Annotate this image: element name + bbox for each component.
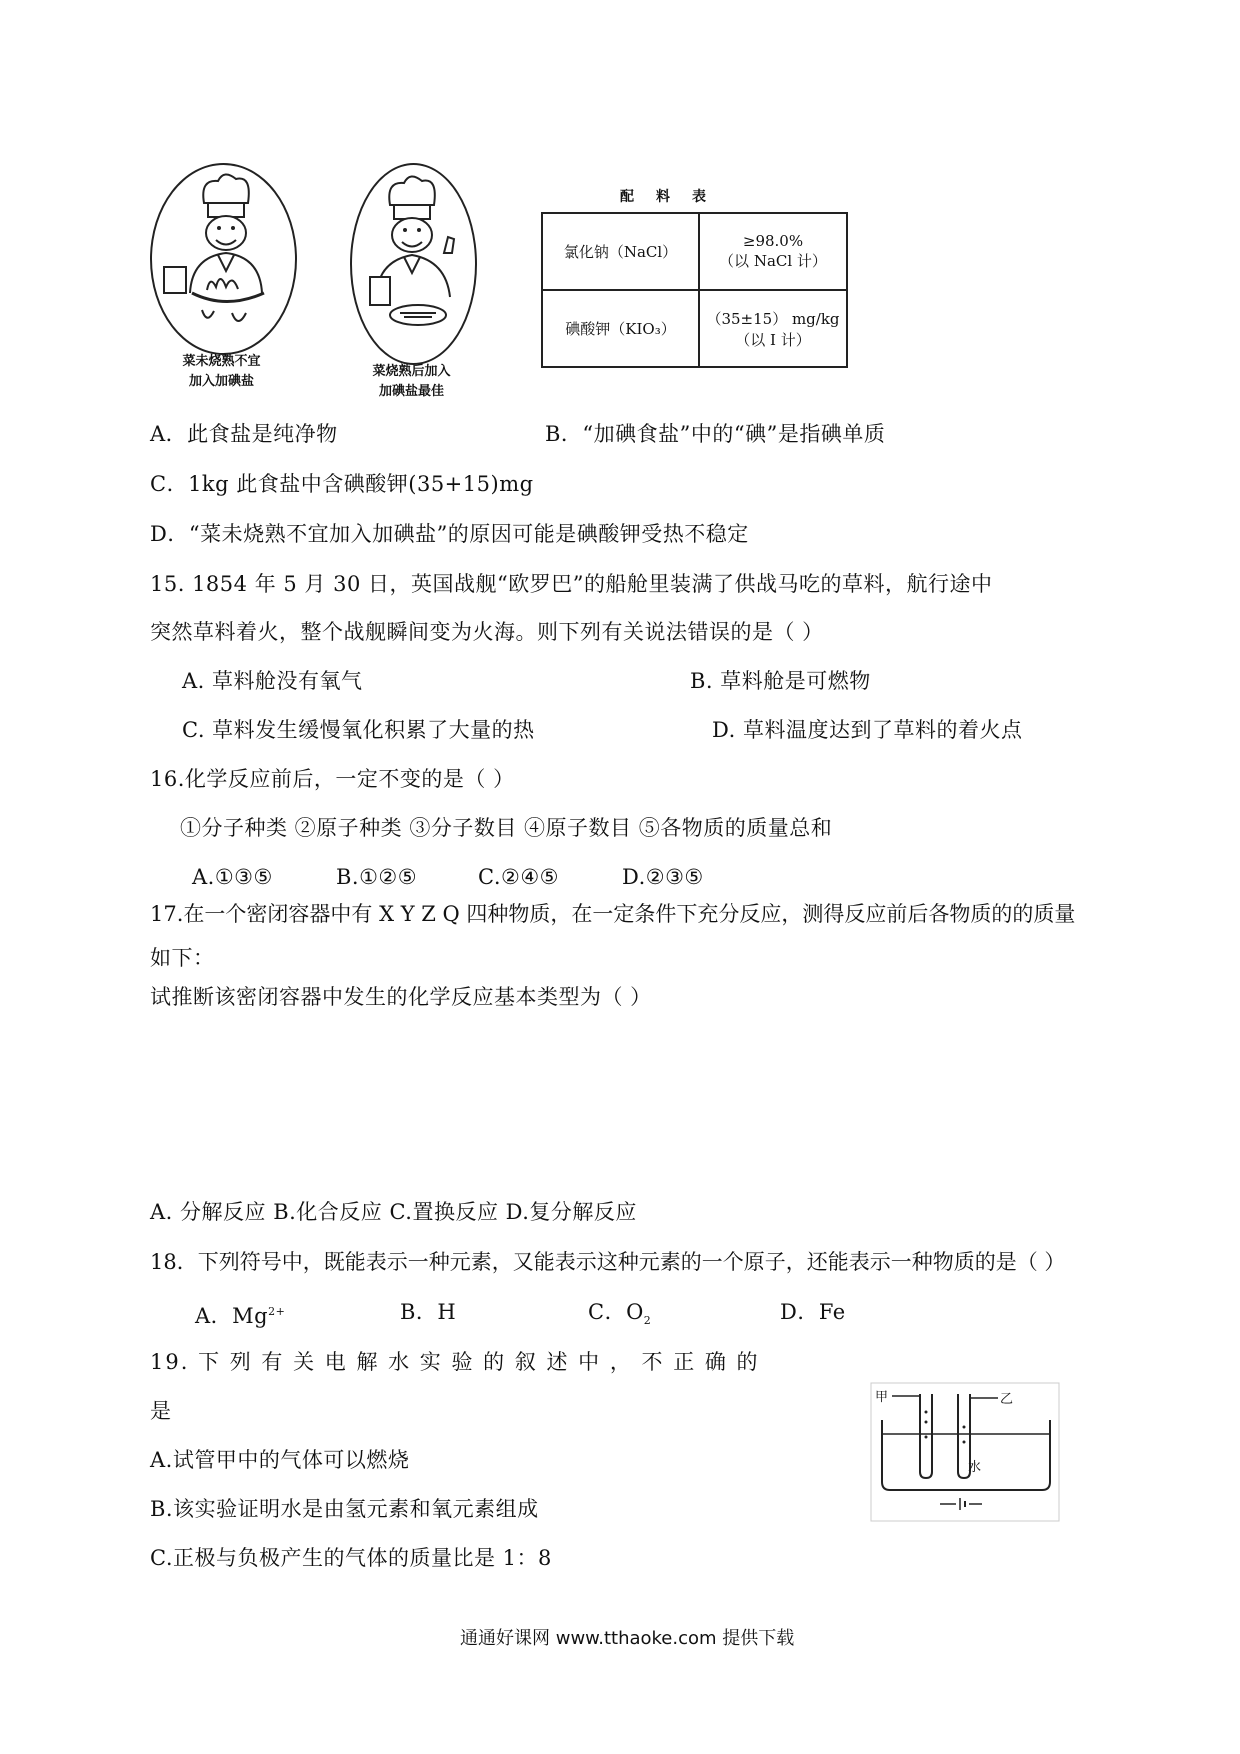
q19-option-a: A.试管甲中的气体可以燃烧 [150,1448,410,1472]
q15-option-b: B. 草料舱是可燃物 [690,669,871,693]
table-cell-name: 碘酸钾（KIO₃） [542,290,699,367]
q17-options: A. 分解反应 B.化合反应 C.置换反应 D.复分解反应 [150,1200,637,1224]
q19-stem-cont: 是 [150,1399,172,1423]
q15-stem-line1: 15. 1854 年 5 月 30 日，英国战舰“欧罗巴”的船舱里装满了供战马吃的草料，航行途中 [150,572,993,596]
q18-stem: 18．下列符号中，既能表示一种元素，又能表示这种元素的一个原子，还能表示一种物质的是（ ） [150,1250,1066,1274]
q16-option-b: B.①②⑤ [336,865,418,889]
chef-oval-right [350,163,477,365]
q17-stem-line1: 17.在一个密闭容器中有 X Y Z Q 四种物质，在一定条件下充分反应，测得反应前后各物质的的质量 [150,902,1076,926]
electrolysis-diagram [870,1382,1060,1522]
footer-text: 通通好课网 www.tthaoke.com 提供下载 [460,1628,795,1649]
q17-stem-line3: 试推断该密闭容器中发生的化学反应基本类型为（ ） [150,985,652,1009]
ingredient-table-title: 配料表 [620,189,728,205]
caption-line: 加碘盐最佳 [378,384,444,399]
table-cell-name: 氯化钠（NaCl） [542,213,699,290]
caption-line: 菜未烧熟不宜 [182,354,261,369]
q17-stem-line2: 如下： [150,946,215,970]
subscript: 2 [643,1314,652,1328]
value-line: （35±15） mg/kg [706,309,840,328]
table-row [542,290,847,367]
q19-stem: 19. 下 列 有 关 电 解 水 实 验 的 叙 述 中 ， 不 正 确 的 [150,1350,760,1374]
q14-option-c: C．1kg 此食盐中含碘酸钾(35+15)mg [150,472,534,496]
q15-option-d: D. 草料温度达到了草料的着火点 [712,718,1023,742]
q18-option-c-text: C．O [588,1300,644,1324]
q14-option-d: D．“菜未烧熟不宜加入加碘盐”的原因可能是碘酸钾受热不稳定 [150,522,749,546]
q15-option-c: C. 草料发生缓慢氧化积累了大量的热 [182,718,535,742]
q16-stem: 16.化学反应前后，一定不变的是（ ） [150,767,515,791]
q16-option-a: A.①③⑤ [192,865,273,889]
q19-option-b: B.该实验证明水是由氢元素和氧元素组成 [150,1497,539,1521]
tube-label-yi: 乙 [1000,1392,1014,1407]
electrolysis-figure [870,1382,1060,1522]
water-label: 水 [968,1460,982,1475]
chef-caption-right [350,362,473,402]
value-line: ≥98.0% [742,232,804,250]
q15-option-a: A. 草料舱没有氧气 [182,669,363,693]
q18-option-b: B．H [400,1300,457,1324]
q14-option-b: B．“加碘食盐”中的“碘”是指碘单质 [545,422,886,446]
q18-option-a [195,1298,285,1330]
chef-illustration-right [352,165,475,363]
caption-line: 菜烧熟后加入 [372,364,451,379]
q16-items: ①分子种类 ②原子种类 ③分子数目 ④原子数目 ⑤各物质的质量总和 [180,816,833,840]
q15-stem-line2: 突然草料着火，整个战舰瞬间变为火海。则下列有关说法错误的是（ ） [150,620,824,644]
table-row [542,213,847,290]
caption-line: 加入加碘盐 [188,374,254,389]
q16-option-c: C.②④⑤ [478,865,559,889]
value-line: （以 NaCl 计） [719,252,827,270]
table-cell-value [699,290,847,367]
value-line: （以 I 计） [735,330,811,349]
q16-option-d: D.②③⑤ [622,865,704,889]
ingredient-table [541,212,848,368]
chef-caption-left [150,352,293,392]
chef-illustration-left [152,165,295,353]
q18-option-a-text: A．Mg [195,1304,269,1328]
superscript: 2+ [268,1305,286,1318]
q18-option-c [588,1298,651,1335]
q14-option-a: A．此食盐是纯净物 [150,422,338,446]
q19-option-c: C.正极与负极产生的气体的质量比是 1：8 [150,1546,552,1570]
chef-oval-left [150,163,297,355]
q18-option-d: D．Fe [780,1300,846,1324]
table-cell-value [699,213,847,290]
tube-label-jia: 甲 [875,1390,889,1405]
